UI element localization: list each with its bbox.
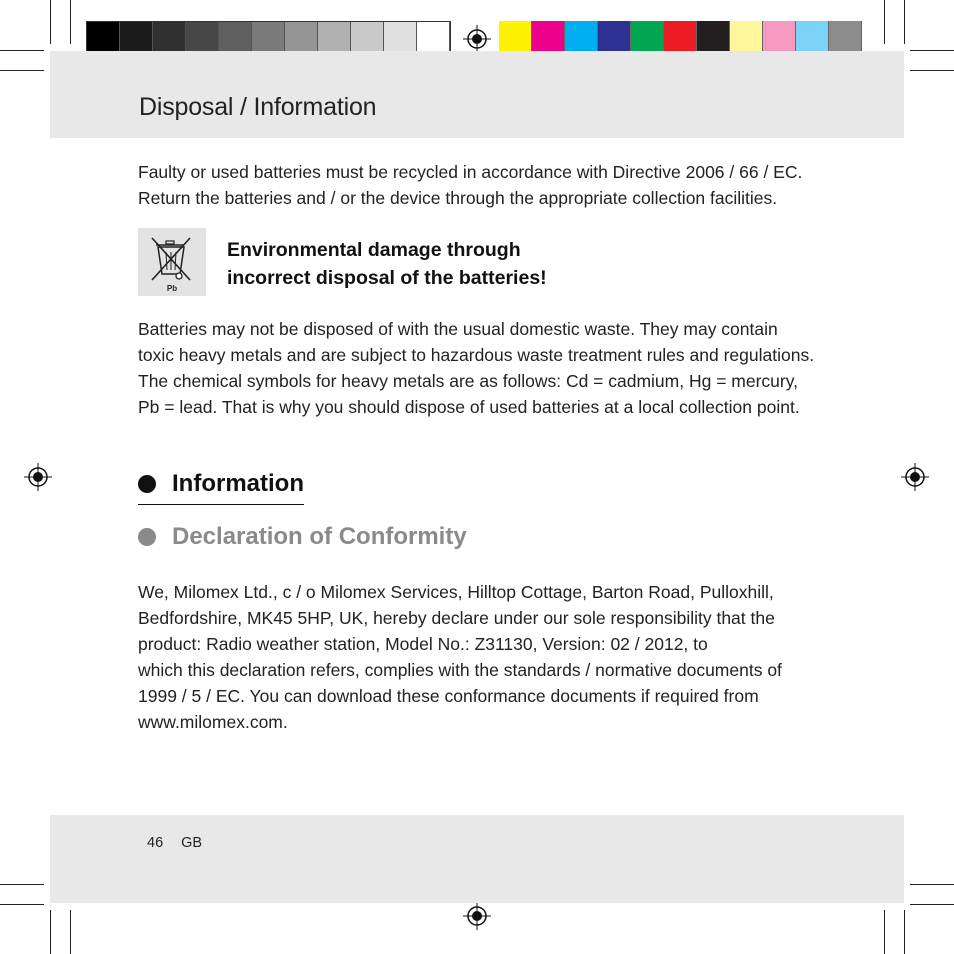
battery-info-paragraph [138, 316, 828, 420]
declaration-line: which this declaration refers, complies with the standards / normative documents of [138, 660, 782, 680]
color-swatch [763, 21, 796, 54]
warning-line: Environmental damage through [227, 239, 521, 261]
color-swatch [499, 21, 532, 54]
color-swatch [697, 21, 730, 54]
color-swatch [664, 21, 697, 54]
color-swatch [598, 21, 631, 54]
registration-mark-icon [463, 902, 491, 930]
registration-mark-icon [901, 463, 929, 491]
color-swatch [631, 21, 664, 54]
color-swatch [796, 21, 829, 54]
section-heading-text: Declaration of Conformity [172, 523, 467, 550]
intro-line: Faulty or used batteries must be recycled in accordance with Directive 2006 / 66 / EC. [138, 162, 803, 182]
section-heading-text: Information [172, 470, 304, 497]
color-swatch [532, 21, 565, 54]
footer-band [50, 815, 904, 903]
lead-symbol-label: Pb [166, 284, 178, 293]
battery-info-line: The chemical symbols for heavy metals are as follows: Cd = cadmium, Hg = mercury, [138, 371, 799, 391]
page-number: 46 [147, 835, 164, 851]
battery-info-line: toxic heavy metals and are subject to hazardous waste treatment rules and regulations. [138, 345, 815, 365]
page-title: Disposal / Information [139, 93, 377, 121]
language-code: GB [181, 835, 203, 851]
crossed-out-wheelie-bin-icon [138, 228, 206, 296]
process-color-bar [499, 21, 862, 54]
bullet-icon [138, 475, 156, 493]
intro-line: Return the batteries and / or the device through the appropriate collection facilities. [138, 188, 778, 208]
declaration-line: product: Radio weather station, Model No.: Z31130, Version: 02 / 2012, to [138, 634, 708, 654]
color-swatch [730, 21, 763, 54]
declaration-paragraph [138, 579, 828, 735]
warning-line: incorrect disposal of the batteries! [227, 267, 547, 289]
section-heading-information [138, 470, 304, 505]
section-heading-declaration [138, 523, 467, 551]
declaration-line: Bedfordshire, MK45 5HP, UK, hereby declare under our sole responsibility that the [138, 608, 775, 628]
warning-heading [227, 236, 547, 292]
color-swatch [565, 21, 598, 54]
page-footer [147, 835, 202, 851]
declaration-line: We, Milomex Ltd., c / o Milomex Services, Hilltop Cottage, Barton Road, Pulloxhill, [138, 582, 774, 602]
registration-mark-icon [24, 463, 52, 491]
battery-info-line: Batteries may not be disposed of with the usual domestic waste. They may contain [138, 319, 778, 339]
battery-info-line: Pb = lead. That is why you should dispose of used batteries at a local collection point. [138, 397, 800, 417]
disposal-warning-icon-box [138, 228, 206, 296]
bullet-icon [138, 528, 156, 546]
registration-mark-icon [463, 25, 491, 53]
color-swatch [829, 21, 862, 54]
declaration-line: 1999 / 5 / EC. You can download these conformance documents if required from [138, 686, 759, 706]
intro-paragraph [138, 159, 828, 211]
declaration-line: www.milomex.com. [138, 712, 288, 732]
